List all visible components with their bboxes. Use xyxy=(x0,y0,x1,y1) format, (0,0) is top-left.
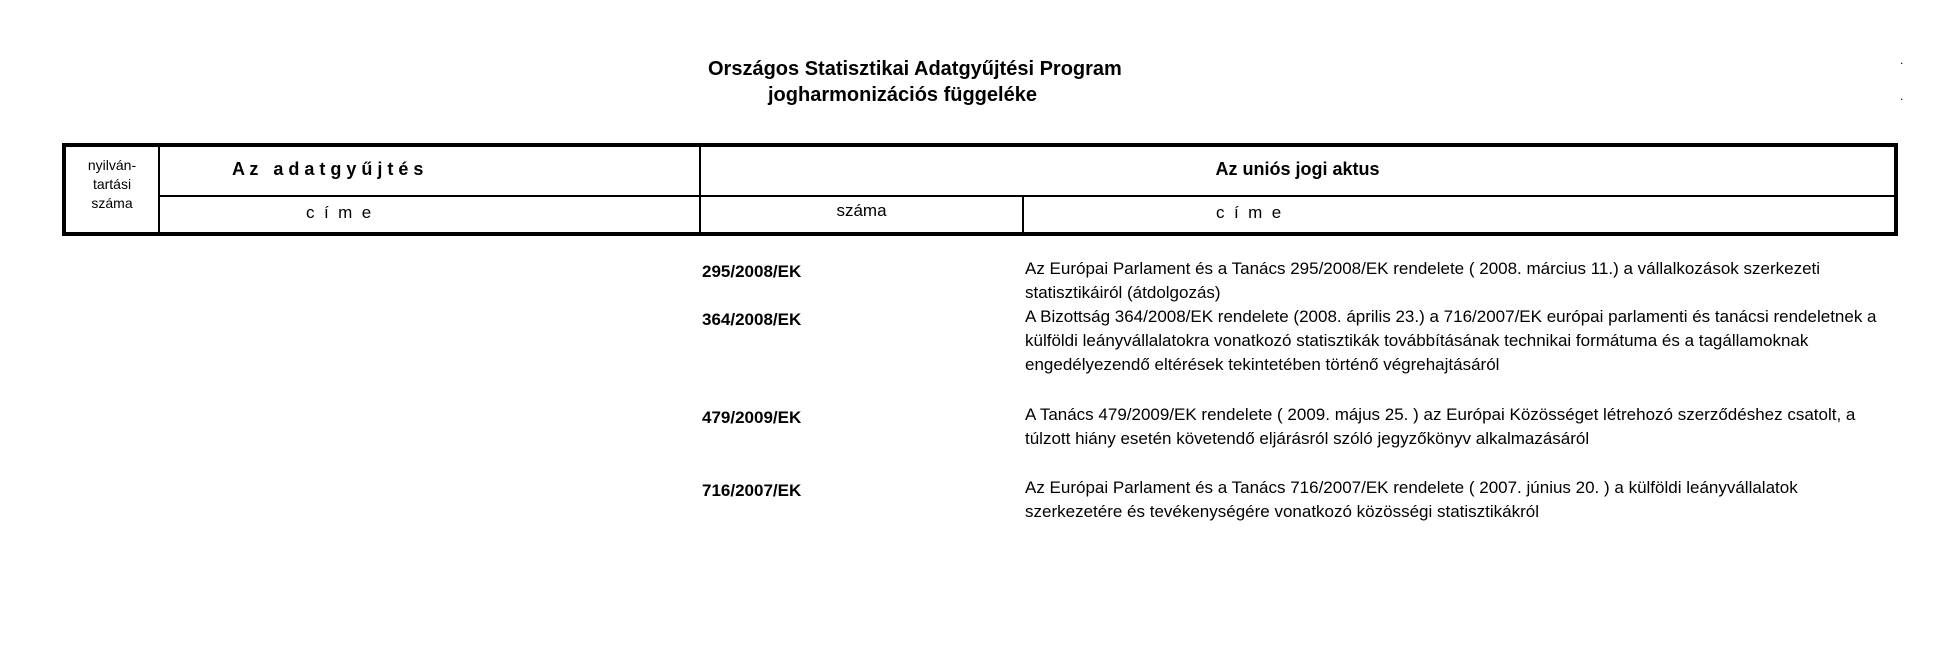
regulation-number: 479/2009/EK xyxy=(702,408,802,427)
regulation-title: A Tanács 479/2009/EK rendelete ( 2009. május 25. ) az Európai Közösséget létrehozó szerződéshez csatolt, a túlzott hiány esetén követendő eljárásról szóló jegyzőkönyv alkalmazásáról xyxy=(1025,405,1856,448)
col-cime: c í m e xyxy=(1216,203,1282,222)
col-nyilvantartasi-szama xyxy=(66,156,158,213)
col1-line: száma xyxy=(91,195,133,211)
page-title: Országos Statisztikai Adatgyűjtési Program xyxy=(708,58,1122,80)
col1-line: tartási xyxy=(92,176,132,192)
page-subtitle: jogharmonizációs függeléke xyxy=(768,84,1037,106)
col1-line: nyilván- xyxy=(87,157,137,173)
regulation-number: 716/2007/EK xyxy=(702,481,802,500)
header-row-divider xyxy=(158,195,1894,197)
margin-dot: . xyxy=(1900,89,1904,103)
col-unios-jogi-aktus: Az uniós jogi aktus xyxy=(1215,159,1380,179)
header-divider xyxy=(158,147,160,232)
regulation-title: Az Európai Parlament és a Tanács 716/2007/EK rendelete ( 2007. június 20. ) a külföldi leányvállalatok szerkezetére és tevékenységére vonatkozó közösségi statisztikákról xyxy=(1025,478,1798,521)
regulation-number: 295/2008/EK xyxy=(702,262,802,281)
regulation-title: Az Európai Parlament és a Tanács 295/2008/EK rendelete ( 2008. március 11.) a vállalkozások szerkezeti statisztikáiról (átdolgozás) xyxy=(1025,259,1821,302)
regulation-title: A Bizottság 364/2008/EK rendelete (2008. április 23.) a 716/2007/EK európai parlamenti és tanácsi rendeletnek a külföldi leányvállalatokra vonatkozó statisztikák továbbításának technikai formátuma és a tagállamoknak engedélyezendő eltérések tekintetében történő végrehajtásáról xyxy=(1025,307,1877,374)
col-adatgyujtes-cime: c í m e xyxy=(306,203,372,222)
header-divider xyxy=(1022,197,1024,232)
col-adatgyujtes: A z a d a t g y ű j t é s xyxy=(232,159,424,179)
table-header xyxy=(62,143,1898,236)
regulation-number: 364/2008/EK xyxy=(702,310,802,329)
margin-dot: . xyxy=(1900,53,1904,67)
col-szama: száma xyxy=(836,201,887,220)
